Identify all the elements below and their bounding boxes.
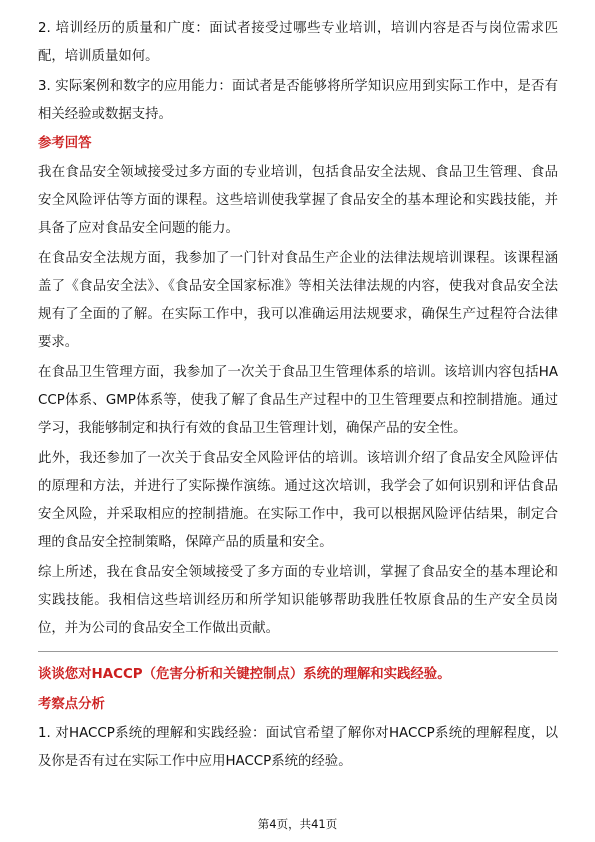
analysis-item-1: 1. 对HACCP系统的理解和实践经验：面试官希望了解你对HACCP系统的理解程度，以及你是否有过在实际工作中应用HACCP系统的经验。 <box>38 726 558 769</box>
answer-paragraph: 综上所述，我在食品安全领域接受了多方面的专业培训，掌握了食品安全的基本理论和实践技能。我相信这些培训经历和所学知识能够帮助我胜任牧原食品的生产安全员岗位，并为公司的食品安全工作做出贡献。 <box>38 565 558 636</box>
answer-paragraph: 此外，我还参加了一次关于食品安全风险评估的培训。该培训介绍了食品安全风险评估的原理和方法，并进行了实际操作演练。通过这次培训，我学会了如何识别和评估食品安全风险，并采取相应的控制措施。在实际工作中，我可以根据风险评估结果，制定合理的食品安全控制策略，保障产品的质量和安全。 <box>38 451 558 550</box>
criteria-item-2: 2. 培训经历的质量和广度：面试者接受过哪些专业培训，培训内容是否与岗位需求匹配，培训质量如何。 <box>38 21 558 64</box>
reference-answer-heading: 参考回答 <box>38 136 92 151</box>
answer-paragraph: 我在食品安全领域接受过多方面的专业培训，包括食品安全法规、食品卫生管理、食品安全风险评估等方面的课程。这些培训使我掌握了食品安全的基本理论和实践技能，并具备了应对食品安全问题的能力。 <box>38 165 558 236</box>
criteria-item-3: 3. 实际案例和数字的应用能力：面试者是否能够将所学知识应用到实际工作中，是否有相关经验或数据支持。 <box>38 79 558 122</box>
answer-paragraph: 在食品卫生管理方面，我参加了一次关于食品卫生管理体系的培训。该培训内容包括HACCP体系、GMP体系等，使我了解了食品生产过程中的卫生管理要点和控制措施。通过学习，我能够制定和执行有效的食品卫生管理计划，确保产品的安全性。 <box>38 365 558 436</box>
section-divider <box>38 651 558 652</box>
question-title: 谈谈您对HACCP（危害分析和关键控制点）系统的理解和实践经验。 <box>38 667 451 682</box>
analysis-heading: 考察点分析 <box>38 697 105 712</box>
answer-paragraph: 在食品安全法规方面，我参加了一门针对食品生产企业的法律法规培训课程。该课程涵盖了《食品安全法》、《食品安全国家标准》等相关法律法规的内容，使我对食品安全法规有了全面的了解。在实际工作中，我可以准确运用法规要求，确保生产过程符合法律要求。 <box>38 251 558 350</box>
document-page <box>38 15 558 778</box>
page-number: 第4页，共41页 <box>257 817 338 831</box>
